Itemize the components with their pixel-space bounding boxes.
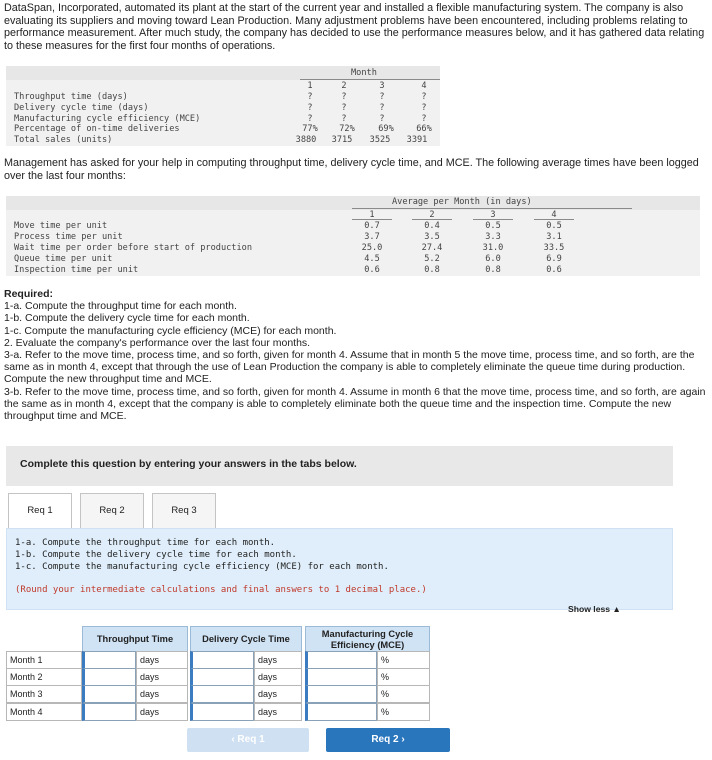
prev-req-button[interactable]: ‹ Req 1: [187, 728, 309, 752]
row-month-3: Month 3: [6, 685, 82, 703]
t1-cell: ?: [341, 92, 347, 102]
delivery-input-month-2[interactable]: [190, 668, 254, 686]
instructions-bar: [6, 446, 673, 486]
panel-line: 1-c. Compute the manufacturing cycle efficiency (MCE) for each month.: [15, 562, 389, 572]
t2-cell: 6.9: [546, 254, 562, 264]
col-mce-header: Manufacturing Cycle Efficiency (MCE): [305, 626, 430, 652]
tab-req-3[interactable]: Req 3: [152, 493, 216, 529]
mce-input-month-4[interactable]: [305, 703, 377, 721]
required-section: [4, 288, 710, 422]
t2-cell: 3.7: [364, 232, 380, 242]
t2-cell: 31.0: [482, 243, 504, 253]
required-title: Required:: [4, 288, 54, 300]
col-rule: [534, 219, 574, 220]
t1-cell: ?: [341, 103, 347, 113]
required-line: 2. Evaluate the company's performance over the last four months.: [4, 336, 311, 349]
t1-cell: ?: [421, 92, 427, 102]
unit-days: days: [136, 703, 188, 721]
t1-cell: 3525: [369, 135, 391, 145]
unit-days: days: [254, 703, 302, 721]
t1-cell: ?: [379, 114, 385, 124]
t2-cell: 4.5: [364, 254, 380, 264]
t1-cell: ?: [421, 114, 427, 124]
panel-line: 1-b. Compute the delivery cycle time for each month.: [15, 550, 297, 560]
throughput-input-month-3[interactable]: [82, 685, 136, 703]
t1-cell: 69%: [378, 124, 394, 134]
t2-row-label: Inspection time per unit: [14, 265, 139, 275]
tab-req-1[interactable]: Req 1: [8, 493, 72, 529]
instructions-text: Complete this question by entering your answers in the tabs below.: [20, 458, 357, 470]
required-line: 1-a. Compute the throughput time for each month.: [4, 300, 237, 313]
t1-row-label: Delivery cycle time (days): [14, 103, 149, 113]
mce-input-month-1[interactable]: [305, 651, 377, 669]
t2-month-2: 2: [429, 210, 435, 220]
month-header: Month: [351, 68, 377, 78]
required-line: 3-a. Refer to the move time, process time, and so forth, given for month 4. Assume that in month 5 the move time, process time, and so forth, are the same as in month 4, except that through the use of Lean Production the company is able to completely eliminate the queue time during production. Compute the new throughput time and MCE.: [4, 349, 695, 386]
intro-paragraph: DataSpan, Incorporated, automated its plant at the start of the current year and installed a flexible manufacturing system. The company is also evaluating its suppliers and moving toward Lean Production. Many adjustment problems have been encountered, including problems relating to performance measurement. After much study, the company has decided to use the performance measures below, and it has gathered data relating to these measures for the first four months of operations.: [4, 2, 705, 52]
throughput-input-month-4[interactable]: [82, 703, 136, 721]
unit-percent: %: [377, 685, 430, 703]
t2-month-3: 3: [490, 210, 496, 220]
t1-cell: ?: [307, 114, 313, 124]
mce-input-month-2[interactable]: [305, 668, 377, 686]
col-rule: [412, 219, 452, 220]
t1-cell: ?: [379, 92, 385, 102]
t1-cell: ?: [379, 103, 385, 113]
unit-percent: %: [377, 651, 430, 669]
col-rule: [352, 219, 392, 220]
unit-percent: %: [377, 703, 430, 721]
t2-cell: 33.5: [543, 243, 565, 253]
t2-row-label: Wait time per order before start of production: [14, 243, 252, 253]
t1-month-2: 2: [341, 81, 347, 91]
t2-row-label: Queue time per unit: [14, 254, 113, 264]
t1-month-1: 1: [307, 81, 313, 91]
unit-days: days: [136, 685, 188, 703]
show-less-link[interactable]: Show less ▲: [568, 604, 621, 614]
delivery-input-month-4[interactable]: [190, 703, 254, 721]
panel-line: 1-a. Compute the throughput time for each month.: [15, 538, 276, 548]
t2-cell: 6.0: [485, 254, 501, 264]
t2-cell: 3.3: [485, 232, 501, 242]
t2-cell: 0.8: [424, 265, 440, 275]
t2-row-label: Move time per unit: [14, 221, 108, 231]
management-paragraph: Management has asked for your help in computing throughput time, delivery cycle time, and MCE. The following average times have been logged over the last four months:: [4, 157, 699, 182]
t1-cell: 77%: [302, 124, 318, 134]
unit-days: days: [254, 651, 302, 669]
required-line: 3-b. Refer to the move time, process time, and so forth, given for month 4. Assume in month 6 that the move time, process time, and so forth, are again the same as in month 4, except that the company is able to completely eliminate both the queue time and the inspection time. Compute the new throughput time and MCE.: [4, 385, 706, 423]
unit-days: days: [136, 651, 188, 669]
t2-cell: 25.0: [361, 243, 383, 253]
col-throughput-header: Throughput Time: [82, 626, 188, 652]
t1-row-label: Throughput time (days): [14, 92, 128, 102]
t2-cell: 0.4: [424, 221, 440, 231]
t2-cell: 0.5: [546, 221, 562, 231]
t2-cell: 0.7: [364, 221, 380, 231]
mce-input-month-3[interactable]: [305, 685, 377, 703]
t1-cell: ?: [341, 114, 347, 124]
t1-cell: 3880: [295, 135, 317, 145]
t2-cell: 0.6: [364, 265, 380, 275]
col-delivery-header: Delivery Cycle Time: [190, 626, 302, 652]
t1-row-label: Manufacturing cycle efficiency (MCE): [14, 114, 201, 124]
t1-row-label: Percentage of on-time deliveries: [14, 124, 180, 134]
t1-cell: ?: [307, 103, 313, 113]
throughput-input-month-2[interactable]: [82, 668, 136, 686]
required-line: 1-b. Compute the delivery cycle time for each month.: [4, 312, 250, 325]
question-panel: [6, 528, 673, 610]
t2-cell: 0.6: [546, 265, 562, 275]
month-header-rule: [300, 79, 440, 80]
t2-cell: 3.1: [546, 232, 562, 242]
t2-month-1: 1: [369, 210, 375, 220]
delivery-input-month-1[interactable]: [190, 651, 254, 669]
tab-req-2[interactable]: Req 2: [80, 493, 144, 529]
t1-cell: 72%: [339, 124, 355, 134]
t1-cell: ?: [307, 92, 313, 102]
t1-cell: 3391: [406, 135, 428, 145]
t1-month-3: 3: [379, 81, 385, 91]
t2-cell: 3.5: [424, 232, 440, 242]
t2-cell: 27.4: [421, 243, 443, 253]
t2-cell: 0.8: [485, 265, 501, 275]
unit-percent: %: [377, 668, 430, 686]
t1-cell: 66%: [416, 124, 432, 134]
avg-header: Average per Month (in days): [392, 197, 532, 207]
t2-cell: 5.2: [424, 254, 440, 264]
t2-month-4: 4: [551, 210, 557, 220]
t1-month-4: 4: [421, 81, 427, 91]
avg-header-rule: [352, 208, 632, 209]
throughput-input-month-1[interactable]: [82, 651, 136, 669]
t1-row-label: Total sales (units): [14, 135, 113, 145]
row-month-2: Month 2: [6, 668, 82, 686]
delivery-input-month-3[interactable]: [190, 685, 254, 703]
row-month-4: Month 4: [6, 703, 82, 721]
unit-days: days: [254, 668, 302, 686]
unit-days: days: [254, 685, 302, 703]
rounding-note: (Round your intermediate calculations and final answers to 1 decimal place.): [15, 585, 427, 595]
next-req-button[interactable]: Req 2 ›: [326, 728, 450, 752]
t2-row-label: Process time per unit: [14, 232, 123, 242]
unit-days: days: [136, 668, 188, 686]
t1-cell: ?: [421, 103, 427, 113]
row-month-1: Month 1: [6, 651, 82, 669]
t1-cell: 3715: [331, 135, 353, 145]
t2-cell: 0.5: [485, 221, 501, 231]
col-rule: [473, 219, 513, 220]
required-line: 1-c. Compute the manufacturing cycle efficiency (MCE) for each month.: [4, 324, 337, 337]
